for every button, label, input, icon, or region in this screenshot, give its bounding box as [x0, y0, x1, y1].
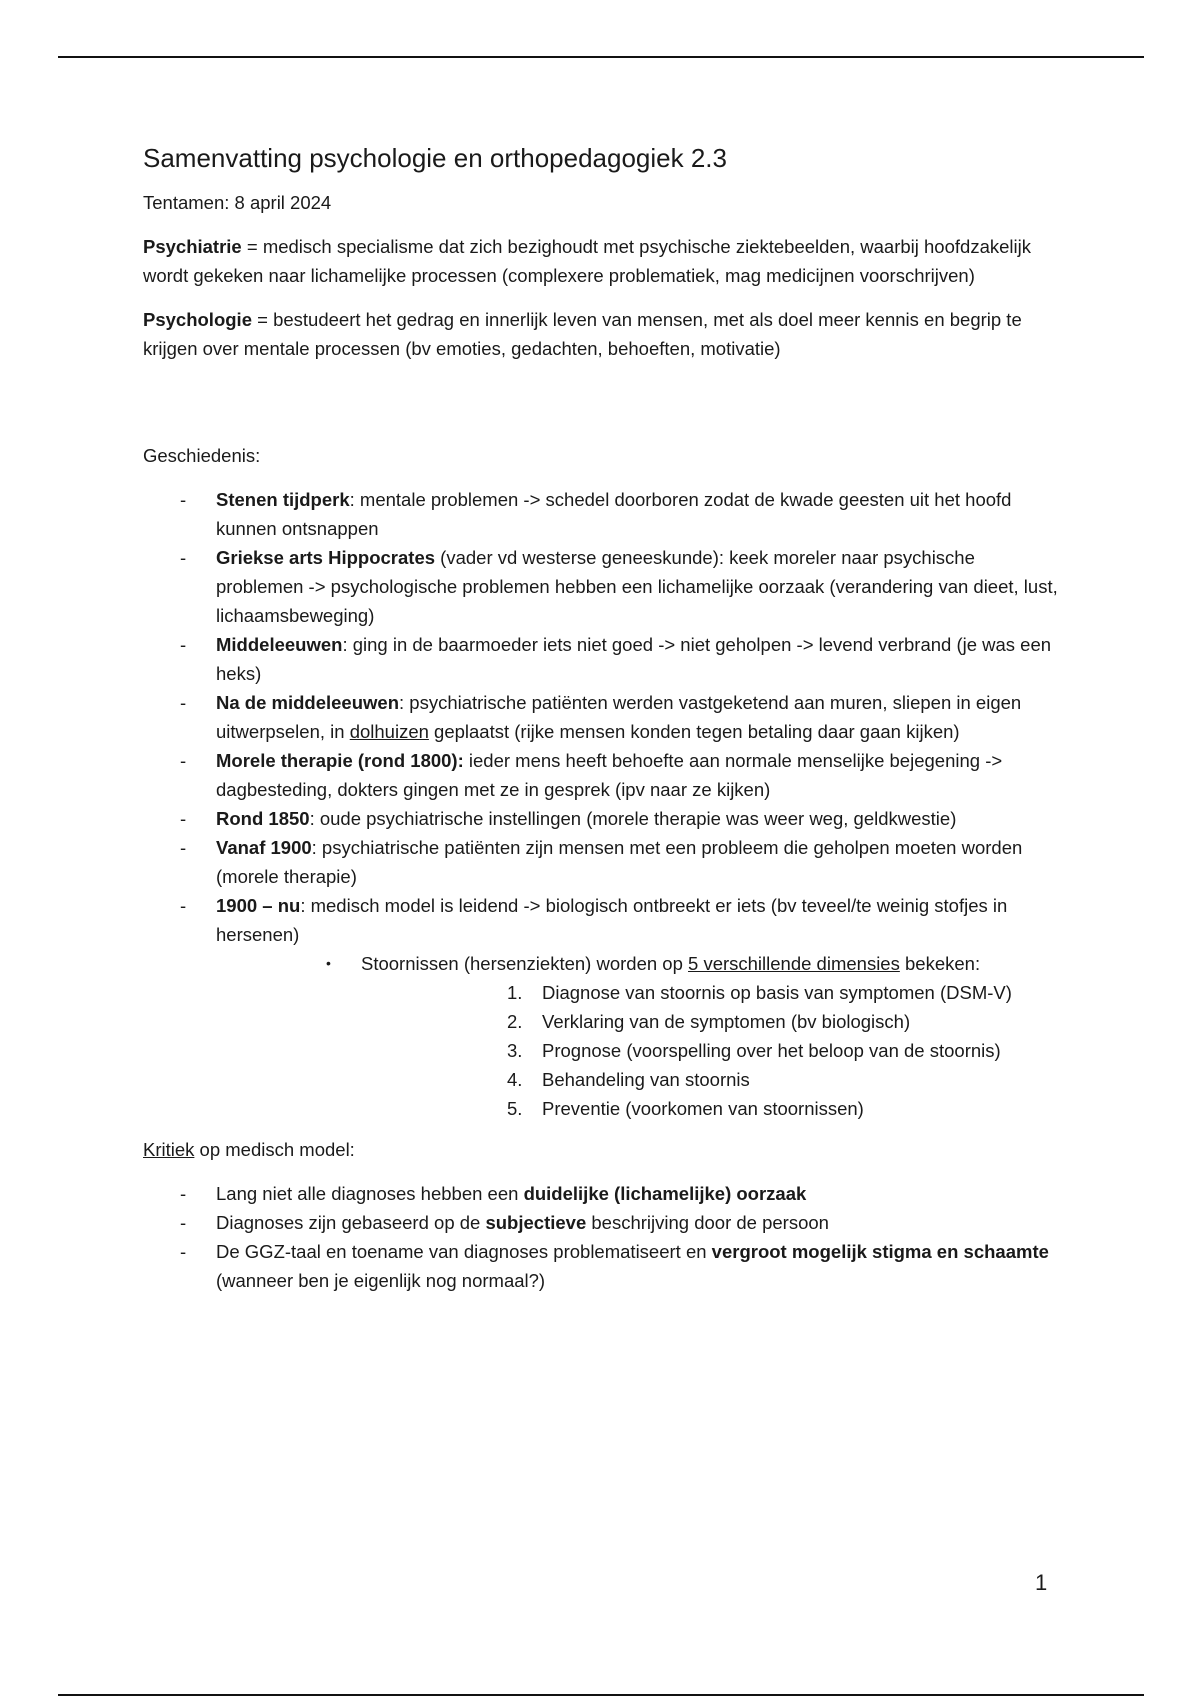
- dimension-item: [361, 1007, 1063, 1036]
- item-bold: 1900 – nu: [216, 895, 301, 916]
- heading-text: op medisch model:: [194, 1139, 355, 1160]
- definition-text: = bestudeert het gedrag en innerlijk leven van mensen, met als doel meer kennis en begrip te krijgen over mentale processen (bv emoties, gedachten, behoeften, motivatie): [143, 309, 1022, 359]
- history-heading: Geschiedenis:: [143, 445, 261, 466]
- heading-underline: Kritiek: [143, 1139, 195, 1160]
- item-text: : psychiatrische patiënten werden vastgeketend aan muren, sliepen in eigen uitwerpselen, in: [216, 692, 1022, 742]
- item-text: Behandeling van stoornis: [542, 1069, 750, 1090]
- item-text: ieder mens heeft behoefte aan normale menselijke bejegening -> dagbesteding, dokters gingen met ze in gesprek (ipv naar ze kijken): [216, 750, 1003, 800]
- sub-list-item: [216, 949, 1063, 1123]
- item-bold: Morele therapie (rond 1800):: [216, 750, 464, 771]
- item-text: Lang niet alle diagnoses hebben een: [216, 1183, 524, 1204]
- item-text: De GGZ-taal en toename van diagnoses problematiseert en: [216, 1241, 712, 1262]
- item-bold: Vanaf 1900: [216, 837, 312, 858]
- dash-marker: -: [180, 1183, 187, 1204]
- item-bold: duidelijke (lichamelijke) oorzaak: [523, 1183, 807, 1204]
- item-underline: 5 verschillende dimensies: [688, 953, 900, 974]
- item-text: : oude psychiatrische instellingen (morele therapie was weer weg, geldkwestie): [309, 808, 957, 829]
- dash-marker: -: [180, 837, 187, 858]
- definition-psychiatrie: [143, 232, 1063, 290]
- spacer: [143, 378, 1063, 441]
- dash-marker: -: [180, 808, 187, 829]
- item-underline: dolhuizen: [349, 721, 429, 742]
- exam-date: Tentamen: 8 april 2024: [143, 192, 332, 213]
- item-bold: Griekse arts Hippocrates: [216, 547, 436, 568]
- item-bold: Na de middeleeuwen: [216, 692, 399, 713]
- item-text: Verklaring van de symptomen (bv biologisch): [542, 1011, 911, 1032]
- list-item: [143, 1179, 1063, 1208]
- item-text: (wanneer ben je eigenlijk nog normaal?): [216, 1270, 546, 1291]
- document-body: [143, 140, 1063, 1307]
- critique-heading: [143, 1135, 1063, 1164]
- list-item: [143, 804, 1063, 833]
- list-item: [143, 688, 1063, 746]
- list-item: [143, 630, 1063, 688]
- item-text: beschrijving door de persoon: [586, 1212, 829, 1233]
- dimension-item: [361, 978, 1063, 1007]
- item-text: Diagnose van stoornis op basis van symptomen (DSM-V): [542, 982, 1012, 1003]
- dash-marker: -: [180, 1212, 187, 1233]
- header-rule: [58, 56, 1144, 58]
- definition-term: Psychiatrie: [143, 236, 242, 257]
- dimension-item: [361, 1036, 1063, 1065]
- item-text: Diagnoses zijn gebaseerd op de: [216, 1212, 486, 1233]
- item-bold: Rond 1850: [216, 808, 310, 829]
- number-marker: 5.: [507, 1098, 523, 1119]
- list-item: [143, 746, 1063, 804]
- dimension-item: [361, 1065, 1063, 1094]
- dash-marker: -: [180, 634, 187, 655]
- footer-rule: [58, 1694, 1144, 1696]
- number-marker: 3.: [507, 1040, 523, 1061]
- sub-list: [216, 949, 1063, 1123]
- dash-marker: -: [180, 750, 187, 771]
- dash-marker: -: [180, 692, 187, 713]
- dash-marker: -: [180, 1241, 187, 1262]
- item-text: (vader vd westerse geneeskunde): keek moreler naar psychische problemen -> psychologische problemen hebben een lichamelijke oorzaak (verandering van dieet, lust, lichaamsbeweging): [216, 547, 1058, 626]
- list-item: [143, 891, 1063, 1123]
- history-list: [143, 485, 1063, 1123]
- critique-list: [143, 1179, 1063, 1295]
- dash-marker: -: [180, 489, 187, 510]
- document-title: Samenvatting psychologie en orthopedagogiek 2.3: [143, 143, 727, 173]
- item-bold: Middeleeuwen: [216, 634, 343, 655]
- dimension-item: [361, 1094, 1063, 1123]
- item-text: bekeken:: [899, 953, 981, 974]
- item-text: Preventie (voorkomen van stoornissen): [542, 1098, 864, 1119]
- item-text: Stoornissen (hersenziekten) worden op: [361, 953, 689, 974]
- dash-marker: -: [180, 547, 187, 568]
- list-item: [143, 833, 1063, 891]
- number-marker: 2.: [507, 1011, 523, 1032]
- number-marker: 4.: [507, 1069, 523, 1090]
- list-item: [143, 1208, 1063, 1237]
- item-text: Prognose (voorspelling over het beloop van de stoornis): [542, 1040, 1001, 1061]
- item-text: : ging in de baarmoeder iets niet goed -> niet geholpen -> levend verbrand (je was een heks): [216, 634, 1052, 684]
- bullet-marker: •: [326, 955, 331, 971]
- item-text: geplaatst (rijke mensen konden tegen betaling daar gaan kijken): [428, 721, 960, 742]
- definition-term: Psychologie: [143, 309, 252, 330]
- item-bold: Stenen tijdperk: [216, 489, 350, 510]
- list-item: [143, 485, 1063, 543]
- item-bold: vergroot mogelijk stigma en schaamte: [711, 1241, 1049, 1262]
- definition-text: = medisch specialisme dat zich bezighoudt met psychische ziektebeelden, waarbij hoofdzakelijk wordt gekeken naar lichamelijke processen (complexere problematiek, mag medicijnen voorschrijven): [143, 236, 1031, 286]
- item-text: : medisch model is leidend -> biologisch ontbreekt er iets (bv teveel/te weinig stofjes in hersenen): [216, 895, 1008, 945]
- definition-psychologie: [143, 305, 1063, 363]
- dimensions-list: [361, 978, 1063, 1123]
- item-text: : mentale problemen -> schedel doorboren zodat de kwade geesten uit het hoofd kunnen ontsnappen: [216, 489, 1012, 539]
- item-bold: subjectieve: [485, 1212, 587, 1233]
- page-number: 1: [1035, 1570, 1048, 1595]
- list-item: [143, 543, 1063, 630]
- number-marker: 1.: [507, 982, 523, 1003]
- item-text: : psychiatrische patiënten zijn mensen met een probleem die geholpen moeten worden (morele therapie): [216, 837, 1023, 887]
- list-item: [143, 1237, 1063, 1295]
- dash-marker: -: [180, 895, 187, 916]
